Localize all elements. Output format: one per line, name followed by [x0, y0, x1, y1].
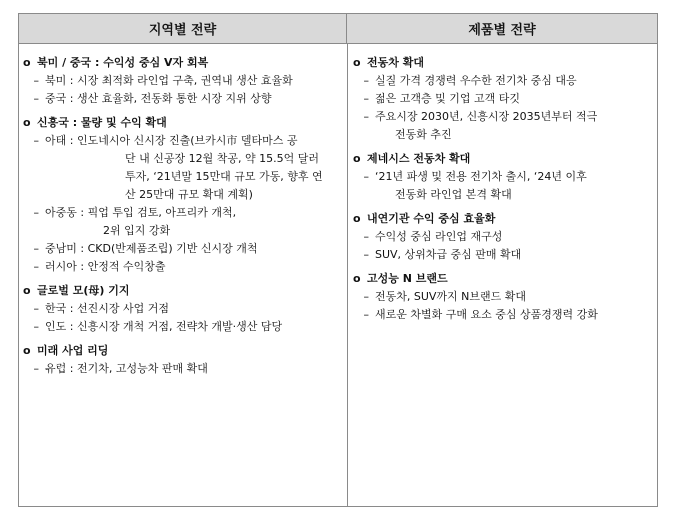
list-item [23, 204, 343, 222]
product-strategy-column [353, 54, 653, 330]
list-item [23, 360, 343, 378]
list-item-text: 중국 : 생산 효율화, 전동화 통한 시장 지위 상향 [45, 92, 272, 105]
circle-bullet-icon: o [23, 116, 31, 129]
list-item-text: 러시아 : 안정적 수익창출 [45, 260, 166, 273]
strategy-section [23, 114, 343, 276]
section-title [353, 54, 653, 72]
list-item [353, 186, 653, 204]
list-item [23, 222, 343, 240]
list-item [353, 168, 653, 186]
list-item-text: 전동차, SUV까지 N브랜드 확대 [375, 290, 527, 303]
section-title [23, 342, 343, 360]
header-regional-strategy: 지역별 전략 [19, 14, 347, 44]
list-item [353, 126, 653, 144]
list-item [23, 72, 343, 90]
strategy-table [18, 13, 658, 507]
list-item-text: 전동화 라인업 본격 확대 [395, 188, 512, 201]
section-title-text: 북미 / 중국 : 수익성 중심 V자 회복 [37, 56, 209, 69]
list-item [353, 288, 653, 306]
list-item [23, 150, 343, 168]
section-title-text: 전동차 확대 [367, 56, 424, 69]
dash-bullet-icon [23, 186, 125, 204]
dash-bullet-icon: – [363, 110, 369, 123]
dash-bullet-icon: – [363, 170, 369, 183]
section-title-text: 내연기관 수익 중심 효율화 [367, 212, 496, 225]
list-item-text: 새로운 차별화 구매 요소 중심 상품경쟁력 강화 [375, 308, 598, 321]
section-title [23, 282, 343, 300]
list-item-text: 인도 : 신흥시장 개척 거점, 전략차 개발·생산 담당 [45, 320, 283, 333]
dash-bullet-icon [23, 150, 125, 168]
list-item [23, 318, 343, 336]
list-item [353, 108, 653, 126]
strategy-section [353, 270, 653, 324]
dash-bullet-icon: – [33, 362, 39, 375]
list-item-text: 투자, ‘21년말 15만대 규모 가동, 향후 연 [125, 170, 323, 183]
list-item-text: 실질 가격 경쟁력 우수한 전기차 중심 대응 [375, 74, 577, 87]
list-item [353, 90, 653, 108]
dash-bullet-icon: – [363, 308, 369, 321]
dash-bullet-icon [353, 126, 395, 144]
list-item [353, 228, 653, 246]
circle-bullet-icon: o [23, 284, 31, 297]
strategy-section [353, 210, 653, 264]
dash-bullet-icon: – [33, 206, 39, 219]
list-item-text: 아태 : 인도네시아 신시장 진출(브카시市 델타마스 공 [45, 134, 298, 147]
list-item [23, 186, 343, 204]
circle-bullet-icon: o [23, 56, 31, 69]
strategy-section [23, 342, 343, 378]
section-title [23, 114, 343, 132]
list-item-text: 중남미 : CKD(반제품조립) 기반 신시장 개척 [45, 242, 258, 255]
dash-bullet-icon: – [363, 74, 369, 87]
list-item [23, 300, 343, 318]
strategy-section [23, 54, 343, 108]
list-item-text: 수익성 중심 라인업 재구성 [375, 230, 503, 243]
dash-bullet-icon: – [363, 92, 369, 105]
section-title-text: 신흥국 : 물량 및 수익 확대 [37, 116, 167, 129]
circle-bullet-icon: o [353, 56, 361, 69]
circle-bullet-icon: o [353, 212, 361, 225]
circle-bullet-icon: o [353, 152, 361, 165]
dash-bullet-icon: – [363, 290, 369, 303]
section-title-text: 미래 사업 리딩 [37, 344, 109, 357]
dash-bullet-icon: – [33, 92, 39, 105]
list-item [353, 246, 653, 264]
list-item [23, 90, 343, 108]
strategy-section [23, 282, 343, 336]
section-title-text: 고성능 N 브랜드 [367, 272, 448, 285]
list-item-text: 산 25만대 규모 확대 계획) [125, 188, 253, 201]
section-title [23, 54, 343, 72]
list-item-text: 단 내 신공장 12월 착공, 약 15.5억 달러 [125, 152, 319, 165]
dash-bullet-icon: – [33, 242, 39, 255]
list-item [353, 306, 653, 324]
list-item-text: ‘21년 파생 및 전용 전기차 출시, ‘24년 이후 [375, 170, 587, 183]
dash-bullet-icon: – [33, 302, 39, 315]
list-item-text: 북미 : 시장 최적화 라인업 구축, 권역내 생산 효율화 [45, 74, 293, 87]
list-item-text: SUV, 상위차급 중심 판매 확대 [375, 248, 522, 261]
column-divider [347, 44, 348, 506]
list-item [23, 240, 343, 258]
strategy-section [353, 150, 653, 204]
circle-bullet-icon: o [353, 272, 361, 285]
list-item-text: 젊은 고객층 및 기업 고객 타깃 [375, 92, 520, 105]
section-title [353, 270, 653, 288]
dash-bullet-icon [23, 168, 125, 186]
list-item [353, 72, 653, 90]
dash-bullet-icon: – [363, 248, 369, 261]
header-product-strategy: 제품별 전략 [347, 14, 657, 44]
list-item-text: 전동화 추진 [395, 128, 452, 141]
list-item [23, 258, 343, 276]
section-title-text: 제네시스 전동차 확대 [367, 152, 471, 165]
list-item-text: 2위 입지 강화 [103, 224, 171, 237]
regional-strategy-column [23, 54, 343, 384]
dash-bullet-icon [353, 186, 395, 204]
list-item [23, 168, 343, 186]
list-item [23, 132, 343, 150]
list-item-text: 유럽 : 전기차, 고성능차 판매 확대 [45, 362, 208, 375]
dash-bullet-icon: – [33, 260, 39, 273]
section-title-text: 글로벌 모(母) 기지 [37, 284, 130, 297]
section-title [353, 150, 653, 168]
dash-bullet-icon [23, 222, 103, 240]
dash-bullet-icon: – [363, 230, 369, 243]
strategy-section [353, 54, 653, 144]
dash-bullet-icon: – [33, 74, 39, 87]
list-item-text: 아중동 : 픽업 투입 검토, 아프리카 개척, [45, 206, 237, 219]
dash-bullet-icon: – [33, 320, 39, 333]
list-item-text: 한국 : 선진시장 사업 거점 [45, 302, 169, 315]
section-title [353, 210, 653, 228]
dash-bullet-icon: – [33, 134, 39, 147]
circle-bullet-icon: o [23, 344, 31, 357]
list-item-text: 주요시장 2030년, 신흥시장 2035년부터 적극 [375, 110, 598, 123]
